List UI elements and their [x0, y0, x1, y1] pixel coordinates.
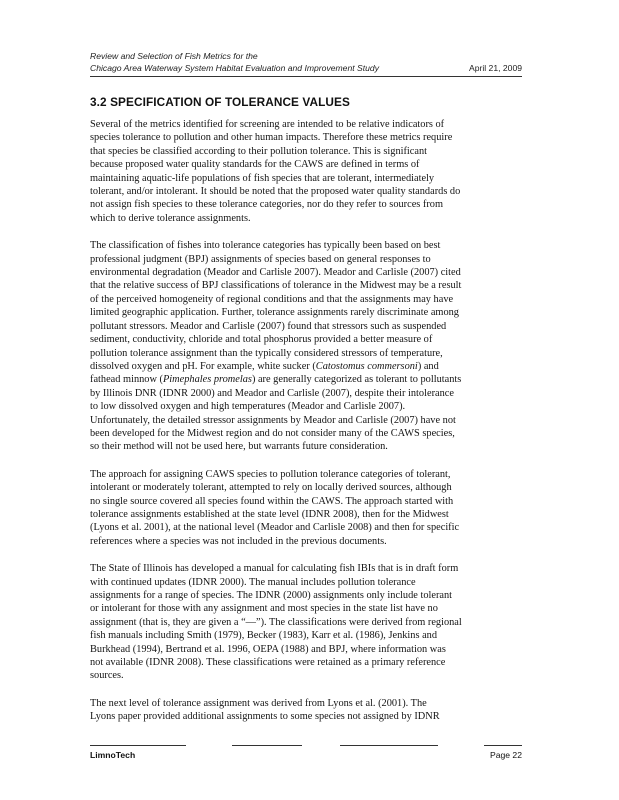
- text-line: of the perceived homogeneity of regional conditions and that the assignments may have: [90, 293, 454, 305]
- text-line: The next level of tolerance assignment was derived from Lyons et al. (2001). The: [90, 697, 427, 709]
- text-line: so their method will not be used here, but warrants future consideration.: [90, 441, 388, 453]
- text-line: limited geographic application. Further, tolerance assignments rarely discriminate among: [90, 307, 459, 319]
- text-line: Burkhead (1994), Bertrand et al. 1996, OEPA (1988) and BPJ, where information was: [90, 643, 446, 655]
- header-line-2: Chicago Area Waterway System Habitat Evaluation and Improvement Study: [90, 63, 379, 73]
- text-line: fish manuals including Smith (1979), Becker (1983), Karr et al. (1986), Jenkins and: [90, 630, 438, 642]
- text-line: pollutant stressors. Meador and Carlisle (2007) found that stressors such as suspended: [90, 320, 447, 332]
- text-line: that species be classified according to their pollution tolerance. This is significant: [90, 145, 428, 157]
- text-line: or intolerant for those with any assignment and most species in the state list have no: [90, 603, 438, 615]
- paragraph: [90, 118, 522, 225]
- text-line: species tolerance to pollution and other human impacts. Therefore these metrics require: [90, 132, 453, 144]
- text-line: The approach for assigning CAWS species to pollution tolerance categories of tolerant,: [90, 468, 451, 480]
- paragraph: [90, 562, 522, 683]
- running-header: [90, 50, 522, 74]
- footer-rule-4: [484, 745, 522, 746]
- body-text: [90, 118, 522, 738]
- text-line: Lyons paper provided additional assignments to some species not assigned by IDNR: [90, 711, 440, 723]
- footer-rule-1: [90, 745, 186, 746]
- text-line: fathead minnow (Pimephales promelas) are generally categorized as tolerant to pollutants: [90, 374, 462, 386]
- text-line: which to derive tolerance assignments.: [90, 212, 251, 224]
- text-line: references where a species was not included in the previous documents.: [90, 535, 387, 547]
- text-line: The classification of fishes into tolerance categories has typically been based on best: [90, 240, 441, 252]
- paragraph: [90, 697, 522, 724]
- footer-brand: LimnoTech: [90, 750, 136, 760]
- header-date: April 21, 2009: [468, 63, 522, 73]
- text-line: The State of Illinois has developed a manual for calculating fish IBIs that is in draft form: [90, 563, 459, 575]
- text-line: environmental degradation (Meador and Carlisle 2007). Meador and Carlisle (2007) cited: [90, 267, 461, 279]
- text-line: not available (IDNR 2008). These classifications were retained as a primary reference: [90, 657, 446, 669]
- text-line: assignment (that is, they are given a “—”). The classifications were derived from regional: [90, 616, 462, 628]
- text-line: (Lyons et al. 2001), at the national level (Meador and Carlisle 2008) and then for specific: [90, 522, 460, 534]
- text-line: Several of the metrics identified for screening are intended to be relative indicators of: [90, 119, 445, 130]
- text-line: maintaining aquatic-life populations of fish species that are tolerant, intermediately: [90, 172, 435, 184]
- text-line: pollution tolerance assignment than the typically considered stressors of temperature,: [90, 347, 443, 359]
- text-line: been developed for the Midwest region and do not consider many of the CAWS species,: [90, 427, 455, 439]
- text-line: professional judgment (BPJ) assignments of species based on general responses to: [90, 253, 431, 265]
- text-line: dissolved oxygen and pH. For example, white sucker (Catostomus commersoni) and: [90, 360, 439, 372]
- text-line: that the relative success of BPJ classifications of tolerance in the Midwest may be a result: [90, 280, 462, 292]
- text-line: not assign fish species to these tolerance categories, nor do they refer to sources from: [90, 199, 444, 211]
- paragraph: [90, 468, 522, 548]
- text-line: tolerant, and/or intolerant. It should be noted that the proposed water quality standards do: [90, 186, 461, 198]
- text-line: Unfortunately, the detailed stressor assignments by Meador and Carlisle (2007) have not: [90, 414, 456, 426]
- page-number: Page 22: [489, 750, 522, 760]
- text-line: because proposed water quality standards for the CAWS are defined in terms of: [90, 159, 420, 171]
- header-rule: [90, 76, 522, 77]
- paragraph: [90, 239, 522, 454]
- text-line: no single source covered all species found within the CAWS. The approach started with: [90, 495, 454, 507]
- footer-rule-2: [232, 745, 302, 746]
- text-line: to low dissolved oxygen and high temperatures (Meador and Carlisle 2007).: [90, 401, 406, 413]
- text-line: by Illinois DNR (IDNR 2000) and Meador and Carlisle (2007), despite their intolerance: [90, 387, 454, 399]
- text-line: intolerant or moderately tolerant, attempted to rely on locally derived sources, although: [90, 482, 452, 494]
- text-line: with continued updates (IDNR 2000). The manual includes pollution tolerance: [90, 576, 416, 588]
- text-line: tolerance assignments established at the state level (IDNR 2008), then for the Midwest: [90, 508, 449, 520]
- text-line: sediment, conductivity, chloride and total phosphorus provided a better measure of: [90, 334, 433, 346]
- header-line-1: Review and Selection of Fish Metrics for the: [90, 51, 258, 61]
- text-line: assignments for a range of species. The IDNR (2000) assignments only include tolerant: [90, 590, 453, 601]
- footer-rule-3: [340, 745, 438, 746]
- section-title: 3.2 SPECIFICATION OF TOLERANCE VALUES: [90, 95, 350, 109]
- text-line: sources.: [90, 670, 124, 682]
